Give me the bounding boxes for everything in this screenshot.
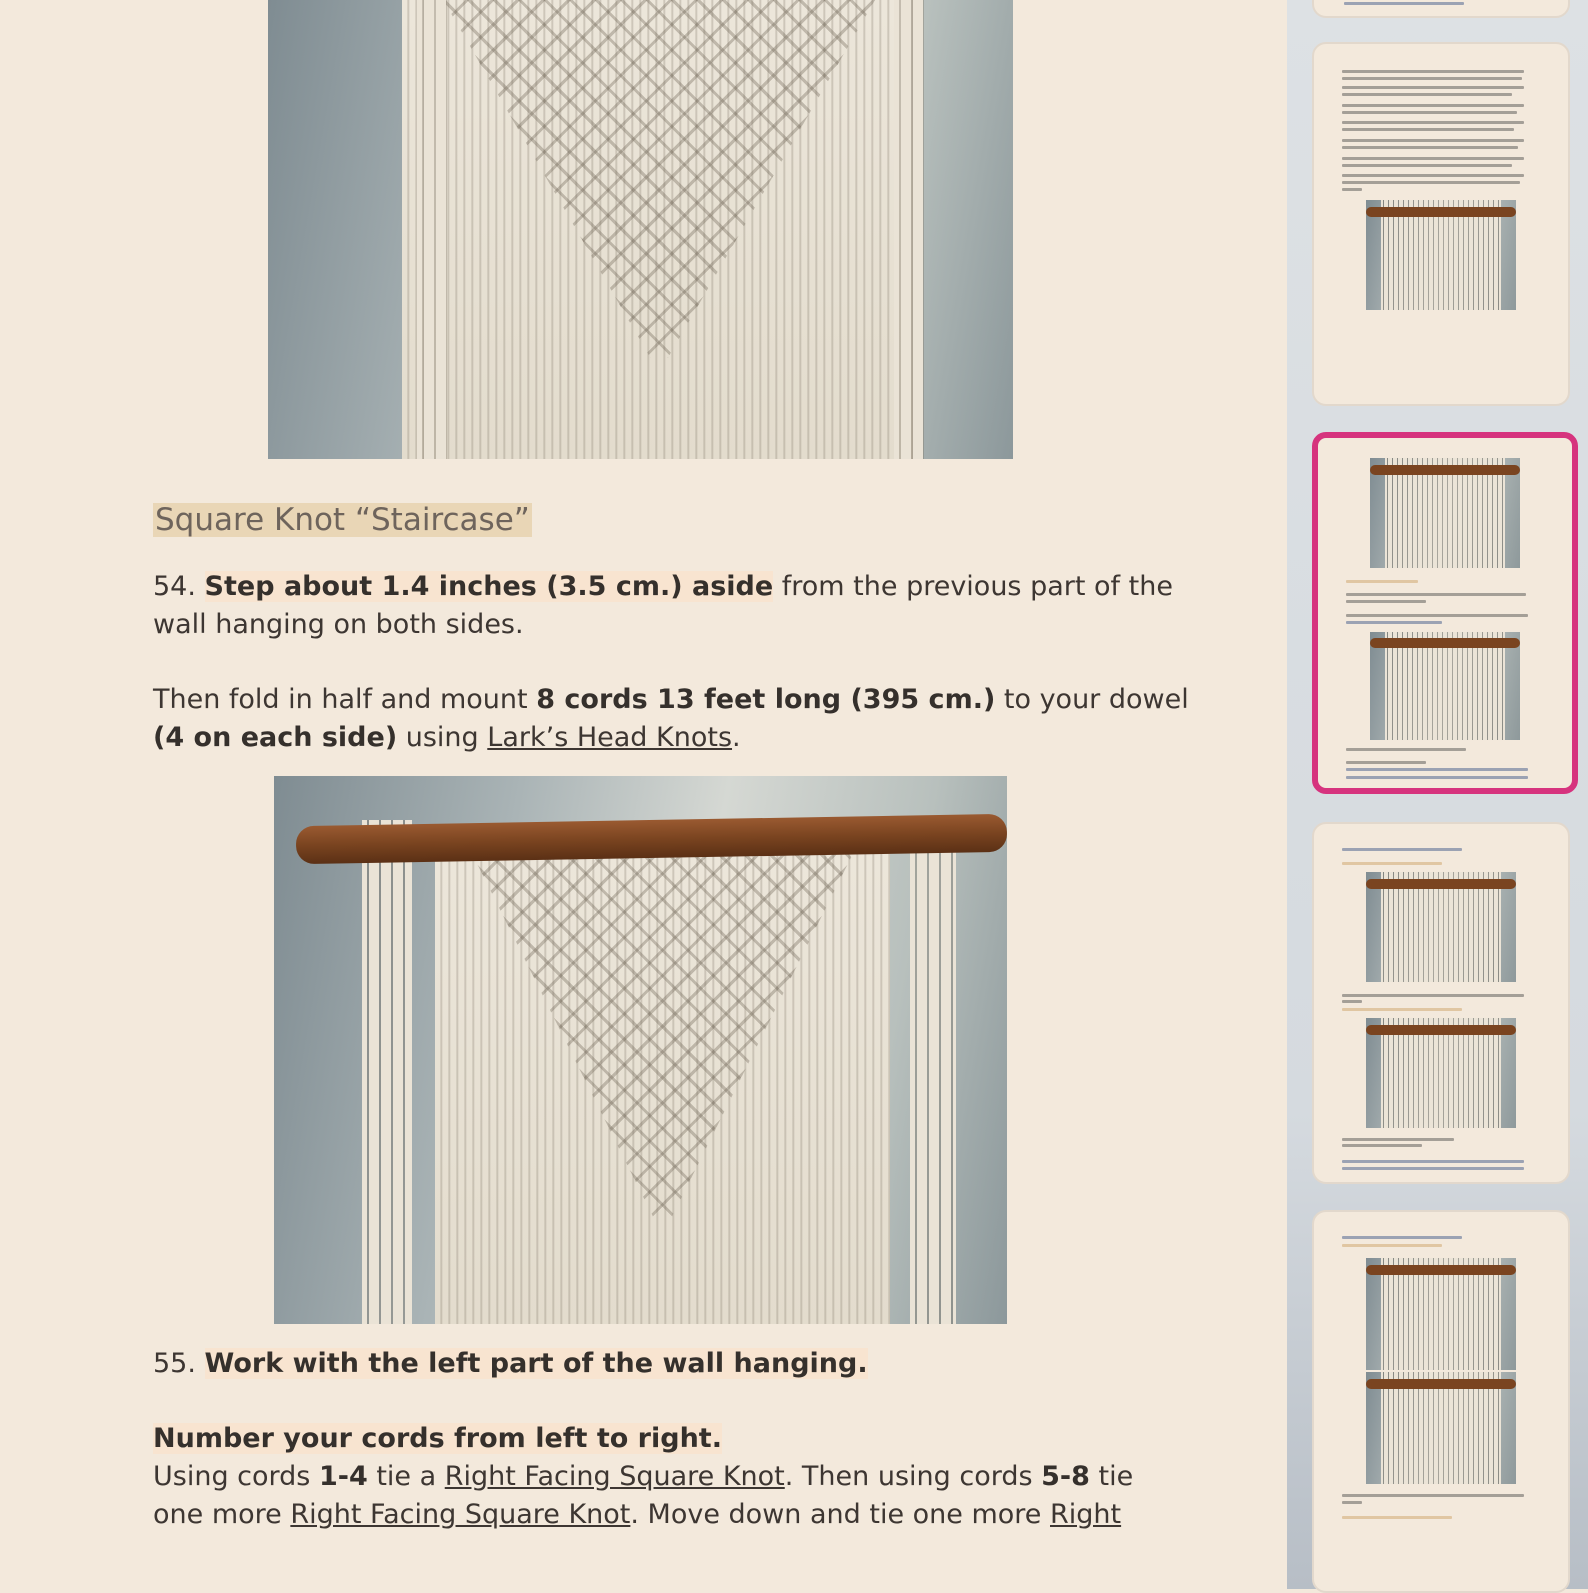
instr-text-5: one more: [153, 1499, 291, 1530]
page-thumbnail-3[interactable]: [1312, 432, 1578, 794]
right-facing-square-knot-link-1[interactable]: Right Facing Square Knot: [444, 1461, 785, 1492]
mount-text-4: .: [732, 722, 741, 753]
macrame-dowel-photo: [274, 776, 1007, 1324]
step-54-paragraph: [153, 568, 1173, 644]
instr-text-1: Using cords: [153, 1461, 319, 1492]
mount-paragraph: [153, 681, 1189, 757]
instr-text-3: . Then using cords: [784, 1461, 1042, 1492]
step-54-bold: Step about 1.4 inches (3.5 cm.) aside: [204, 571, 774, 602]
page-thumbnail-4[interactable]: [1312, 822, 1570, 1184]
mount-bold-1: 8 cords 13 feet long (395 cm.): [536, 684, 996, 715]
mount-text-1: Then fold in half and mount: [153, 684, 537, 715]
numbering-paragraph: [153, 1420, 1153, 1534]
larks-head-knots-link[interactable]: Lark’s Head Knots: [487, 722, 733, 753]
step-54-number: 54.: [153, 571, 196, 602]
step-54-line2: wall hanging on both sides.: [153, 609, 524, 640]
right-facing-square-knot-link-2[interactable]: Right Facing Square Knot: [290, 1499, 631, 1530]
page-thumbnail-2[interactable]: [1312, 42, 1570, 406]
section-heading: Square Knot “Staircase”: [155, 502, 530, 538]
instr-text-2: tie a: [367, 1461, 445, 1492]
mount-bold-2: (4 on each side): [153, 722, 398, 753]
instr-bold-2: 5-8: [1041, 1461, 1090, 1492]
step-55-number: 55.: [153, 1348, 196, 1379]
step-55-bold: Work with the left part of the wall hanging.: [204, 1348, 868, 1379]
step-55-paragraph: [153, 1345, 1153, 1383]
mount-text-2: to your dowel: [995, 684, 1189, 715]
macrame-top-photo: [268, 0, 1013, 459]
mount-text-3: using: [397, 722, 488, 753]
page-thumbnail-5[interactable]: [1312, 1210, 1570, 1593]
step-54-rest: from the previous part of the: [773, 571, 1173, 602]
right-facing-square-knot-link-3[interactable]: Right: [1050, 1499, 1122, 1530]
instr-text-4: tie: [1089, 1461, 1134, 1492]
numbering-bold: Number your cords from left to right.: [153, 1423, 722, 1454]
page-thumbnail-1[interactable]: [1312, 0, 1570, 18]
instr-bold-1: 1-4: [318, 1461, 368, 1492]
instr-text-6: . Move down and tie one more: [630, 1499, 1050, 1530]
